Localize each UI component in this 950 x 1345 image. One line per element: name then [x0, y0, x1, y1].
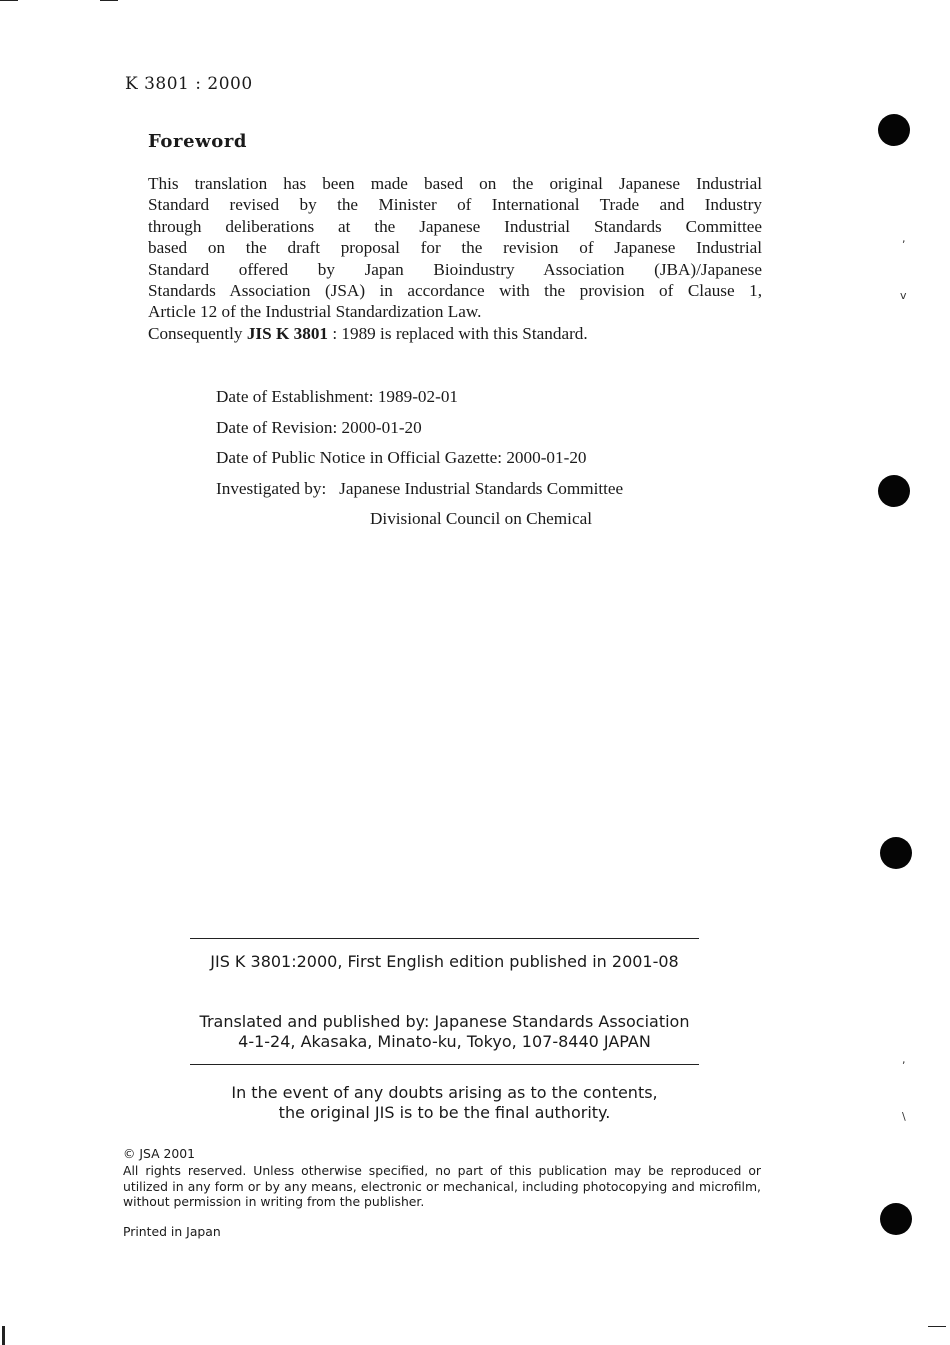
- binder-hole-1: [878, 114, 910, 146]
- binder-hole-4: [880, 1203, 912, 1235]
- authority-note-2: the original JIS is to be the final authority.: [278, 1103, 611, 1122]
- foreword-body: [148, 173, 762, 344]
- scan-speck: ,: [902, 1053, 906, 1066]
- foreword-line: Standard offered by Japan Bioindustry Association (JBA)/Japanese: [148, 259, 762, 279]
- divider-rule-bottom: [190, 1064, 699, 1065]
- scan-edge-mark-top: [0, 0, 18, 1]
- binder-hole-2: [878, 475, 910, 507]
- scan-speck: v: [900, 289, 907, 302]
- foreword-line: through deliberations at the Japanese Industrial Standards Committee: [148, 216, 762, 236]
- investigated-committee: Japanese Industrial Standards Committee: [339, 478, 624, 498]
- scan-edge-mark-right: [928, 1326, 946, 1327]
- translated-by: Translated and published by: Japanese Standards Association: [199, 1012, 690, 1031]
- replacement-suffix: : 1989 is replaced with this Standard.: [328, 323, 588, 343]
- foreword-heading: Foreword: [148, 131, 248, 152]
- scan-edge-mark-bottom-left: [2, 1326, 5, 1345]
- standard-code: K 3801 : 2000: [125, 74, 253, 94]
- foreword-line: Standard revised by the Minister of International Trade and Industry: [148, 195, 762, 215]
- foreword-line: Article 12 of the Industrial Standardization Law.: [148, 302, 482, 322]
- publisher-address: 4-1-24, Akasaka, Minato-ku, Tokyo, 107-8440 JAPAN: [238, 1032, 651, 1051]
- printed-in: Printed in Japan: [123, 1224, 221, 1239]
- replaced-standard: JIS K 3801: [246, 323, 329, 343]
- investigated-label: Investigated by:: [216, 478, 327, 498]
- replacement-prefix: Consequently: [148, 323, 247, 343]
- scan-speck: ,: [902, 232, 906, 245]
- authority-note-1: In the event of any doubts arising as to the contents,: [231, 1083, 658, 1102]
- foreword-line: This translation has been made based on the original Japanese Industrial: [148, 174, 762, 193]
- investigated-by: [216, 474, 623, 505]
- divider-rule-top: [190, 938, 699, 939]
- dates-block: [216, 382, 623, 535]
- foreword-line: Standards Association (JSA) in accordance with the provision of Clause 1,: [148, 281, 762, 301]
- scan-edge-mark-top-right: [100, 0, 118, 1]
- replacement-statement: [148, 323, 762, 344]
- date-of-establishment: Date of Establishment: 1989-02-01: [216, 387, 459, 406]
- rights-notice: All rights reserved. Unless otherwise specified, no part of this publication may be reproduced or utilized in any form or by any means, electronic or mechanical, including photocopying and microfilm, without permission in writing from the publisher.: [123, 1163, 761, 1210]
- date-of-revision: Date of Revision: 2000-01-20: [216, 417, 422, 437]
- binder-hole-3: [880, 837, 912, 869]
- foreword-line: based on the draft proposal for the revision of Japanese Industrial: [148, 238, 762, 258]
- date-of-public-notice: Date of Public Notice in Official Gazette: 2000-01-20: [216, 448, 587, 467]
- edition-line: JIS K 3801:2000, First English edition published in 2001-08: [210, 952, 679, 971]
- investigated-council: Divisional Council on Chemical: [370, 509, 592, 528]
- scan-speck: \: [902, 1110, 906, 1123]
- copyright: © JSA 2001: [123, 1146, 196, 1161]
